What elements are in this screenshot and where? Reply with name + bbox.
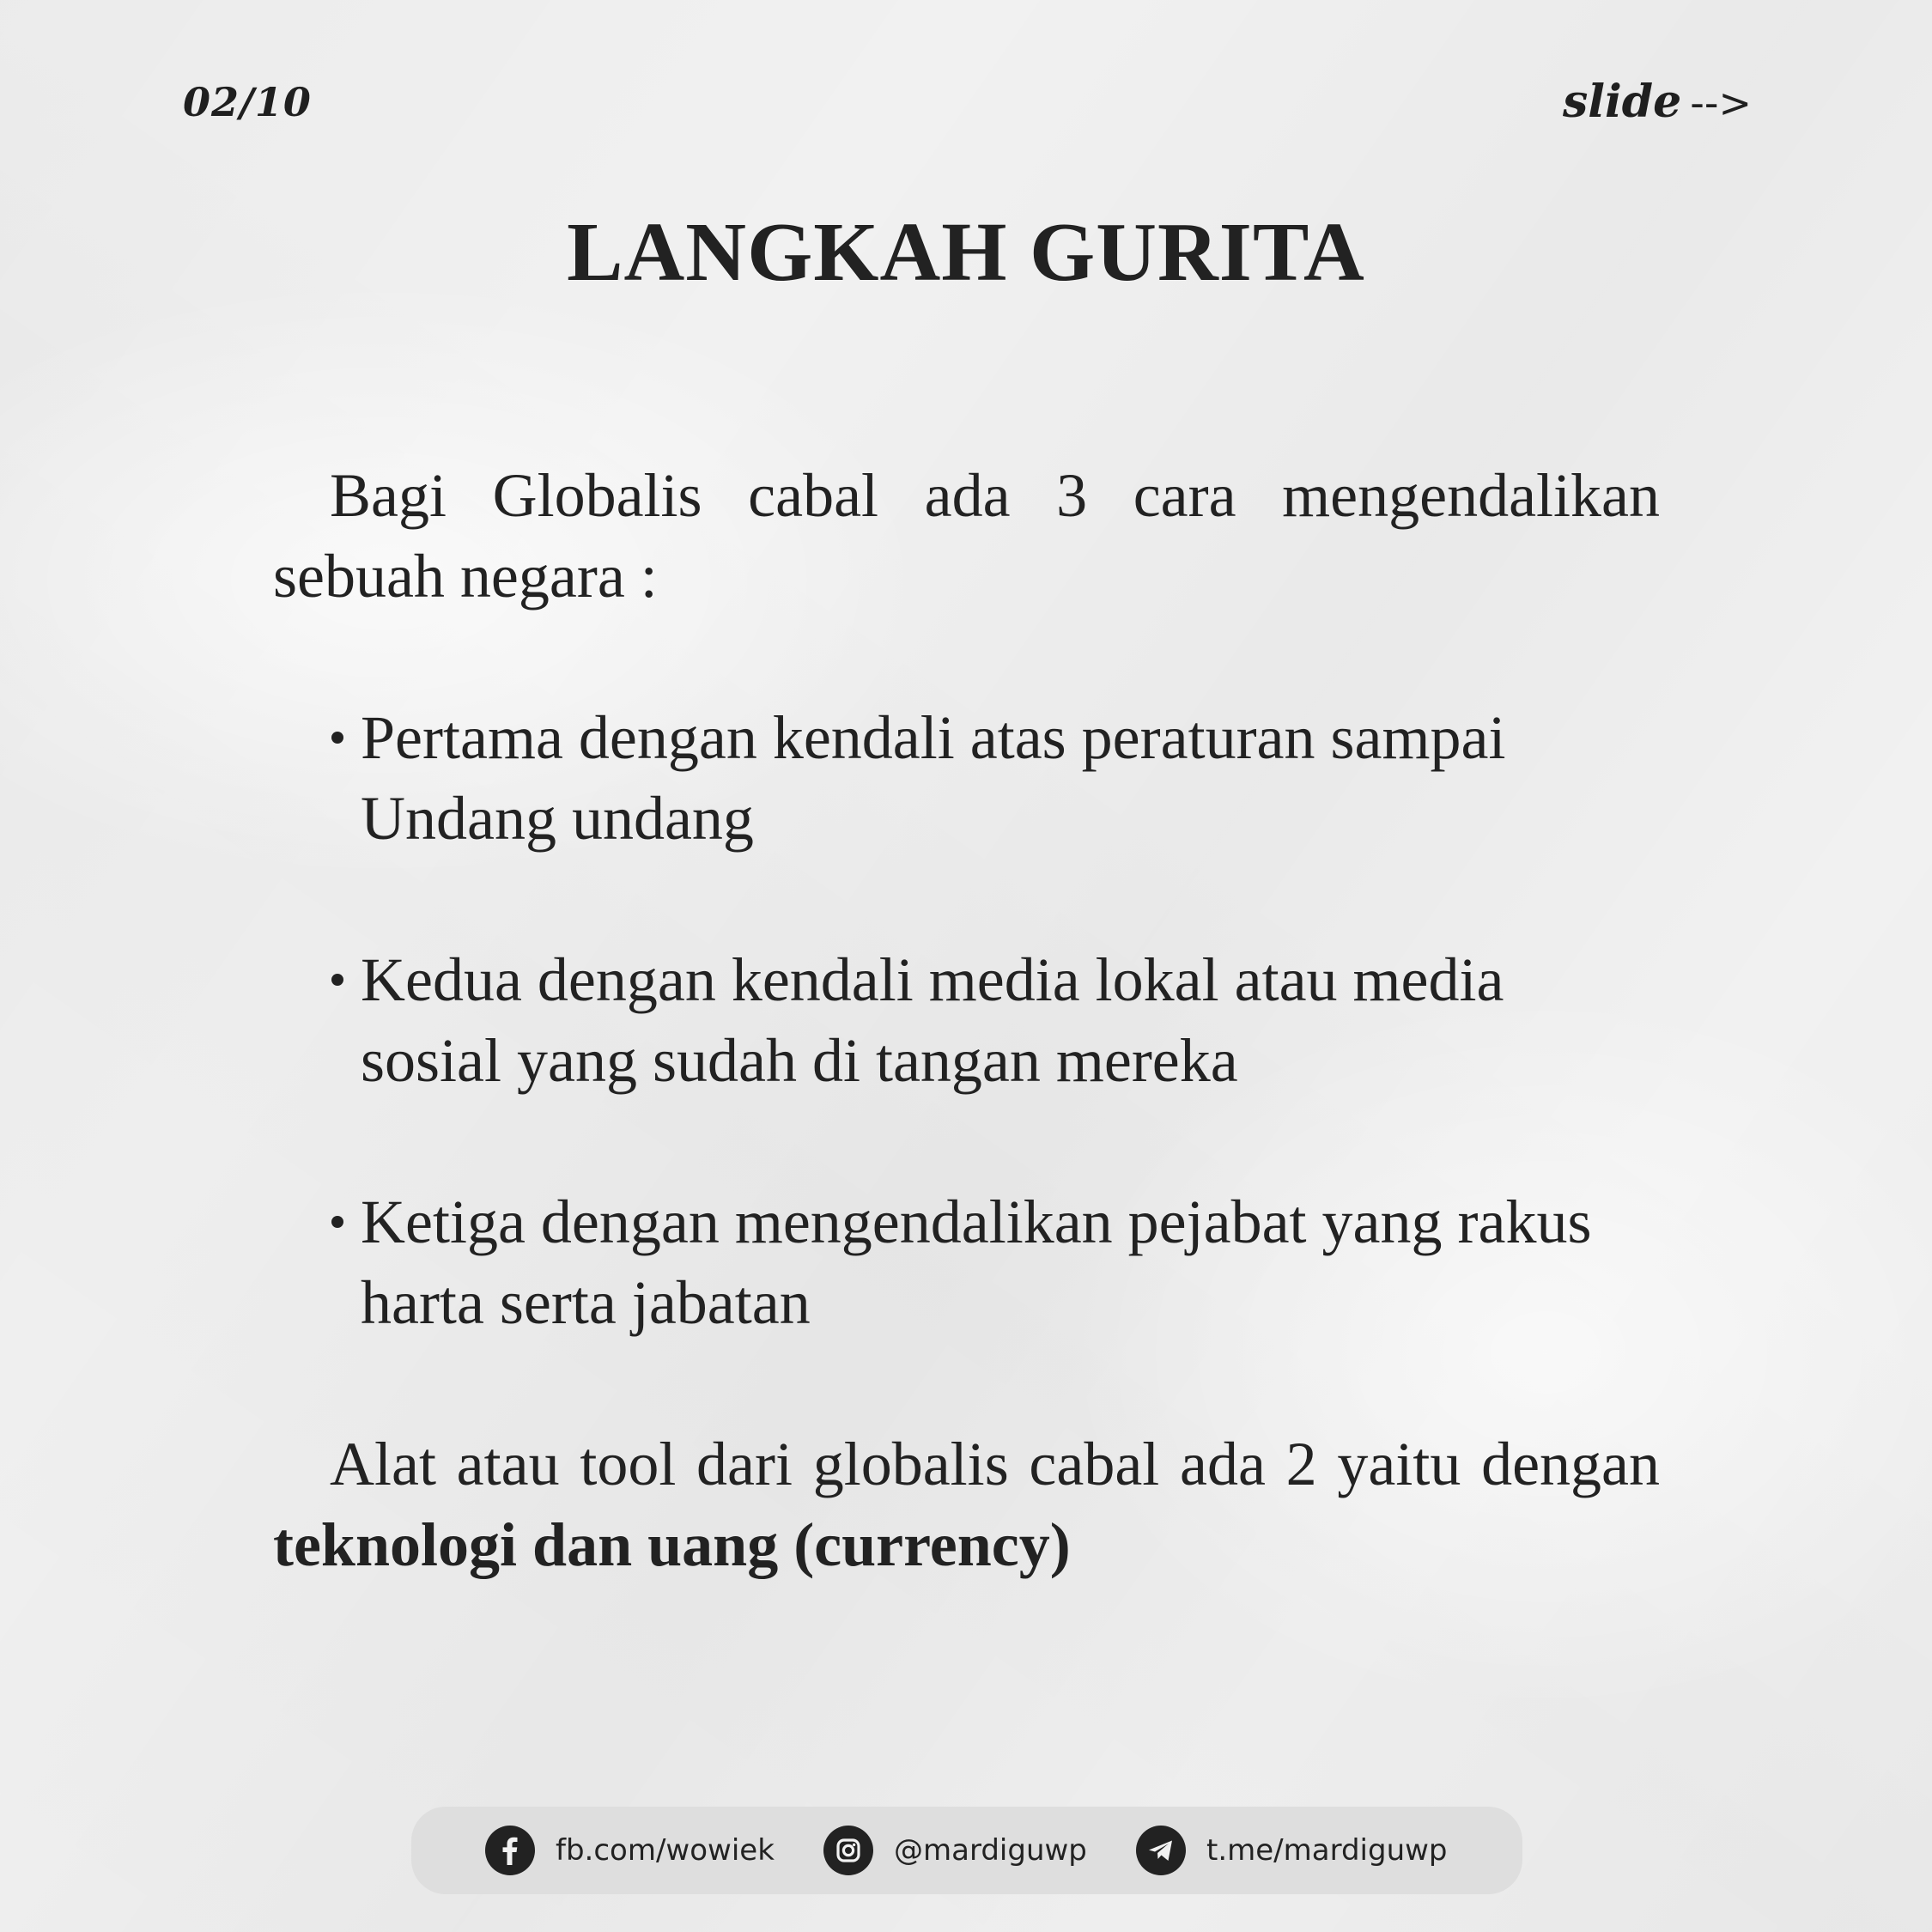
bullet-dot-icon	[331, 732, 343, 744]
list-item	[273, 1182, 1660, 1343]
telegram-label: t.me/mardiguwp	[1206, 1833, 1448, 1868]
outro-text: Alat atau tool dari globalis cabal ada 2 yaitu dengan	[330, 1430, 1660, 1498]
list-item	[273, 697, 1660, 859]
social-link-facebook[interactable]	[485, 1825, 775, 1876]
facebook-label: fb.com/wowiek	[556, 1833, 775, 1868]
instagram-icon	[823, 1826, 873, 1875]
intro-paragraph: Bagi Globalis cabal ada 3 cara mengendalikan sebuah negara :	[273, 461, 1660, 611]
social-bar	[411, 1807, 1522, 1894]
page-title: LANGKAH GURITA	[567, 206, 1365, 299]
slide-hint	[1563, 76, 1752, 128]
list-item-text: Ketiga dengan mengendalikan pejabat yang rakus harta serta jabatan	[361, 1188, 1592, 1337]
outro-emphasis: teknologi dan uang (currency)	[273, 1510, 1071, 1579]
social-link-instagram[interactable]	[823, 1825, 1087, 1876]
slide-hint-label: slide	[1563, 76, 1682, 128]
social-link-telegram[interactable]	[1136, 1825, 1448, 1876]
bullet-list	[273, 697, 1660, 1343]
bullet-dot-icon	[331, 1216, 343, 1228]
list-item-text: Kedua dengan kendali media lokal atau media sosial yang sudah di tangan mereka	[361, 945, 1504, 1095]
telegram-icon	[1136, 1826, 1186, 1875]
slide-content	[273, 455, 1660, 1585]
outro-paragraph	[273, 1424, 1660, 1585]
list-item	[273, 939, 1660, 1101]
bullet-dot-icon	[331, 974, 343, 986]
list-item-text: Pertama dengan kendali atas peraturan sampai Undang undang	[361, 703, 1506, 853]
page-number: 02/10	[183, 79, 312, 125]
instagram-label: @mardiguwp	[894, 1833, 1087, 1868]
facebook-icon	[485, 1826, 535, 1875]
arrow-right-icon: -->	[1690, 80, 1752, 126]
